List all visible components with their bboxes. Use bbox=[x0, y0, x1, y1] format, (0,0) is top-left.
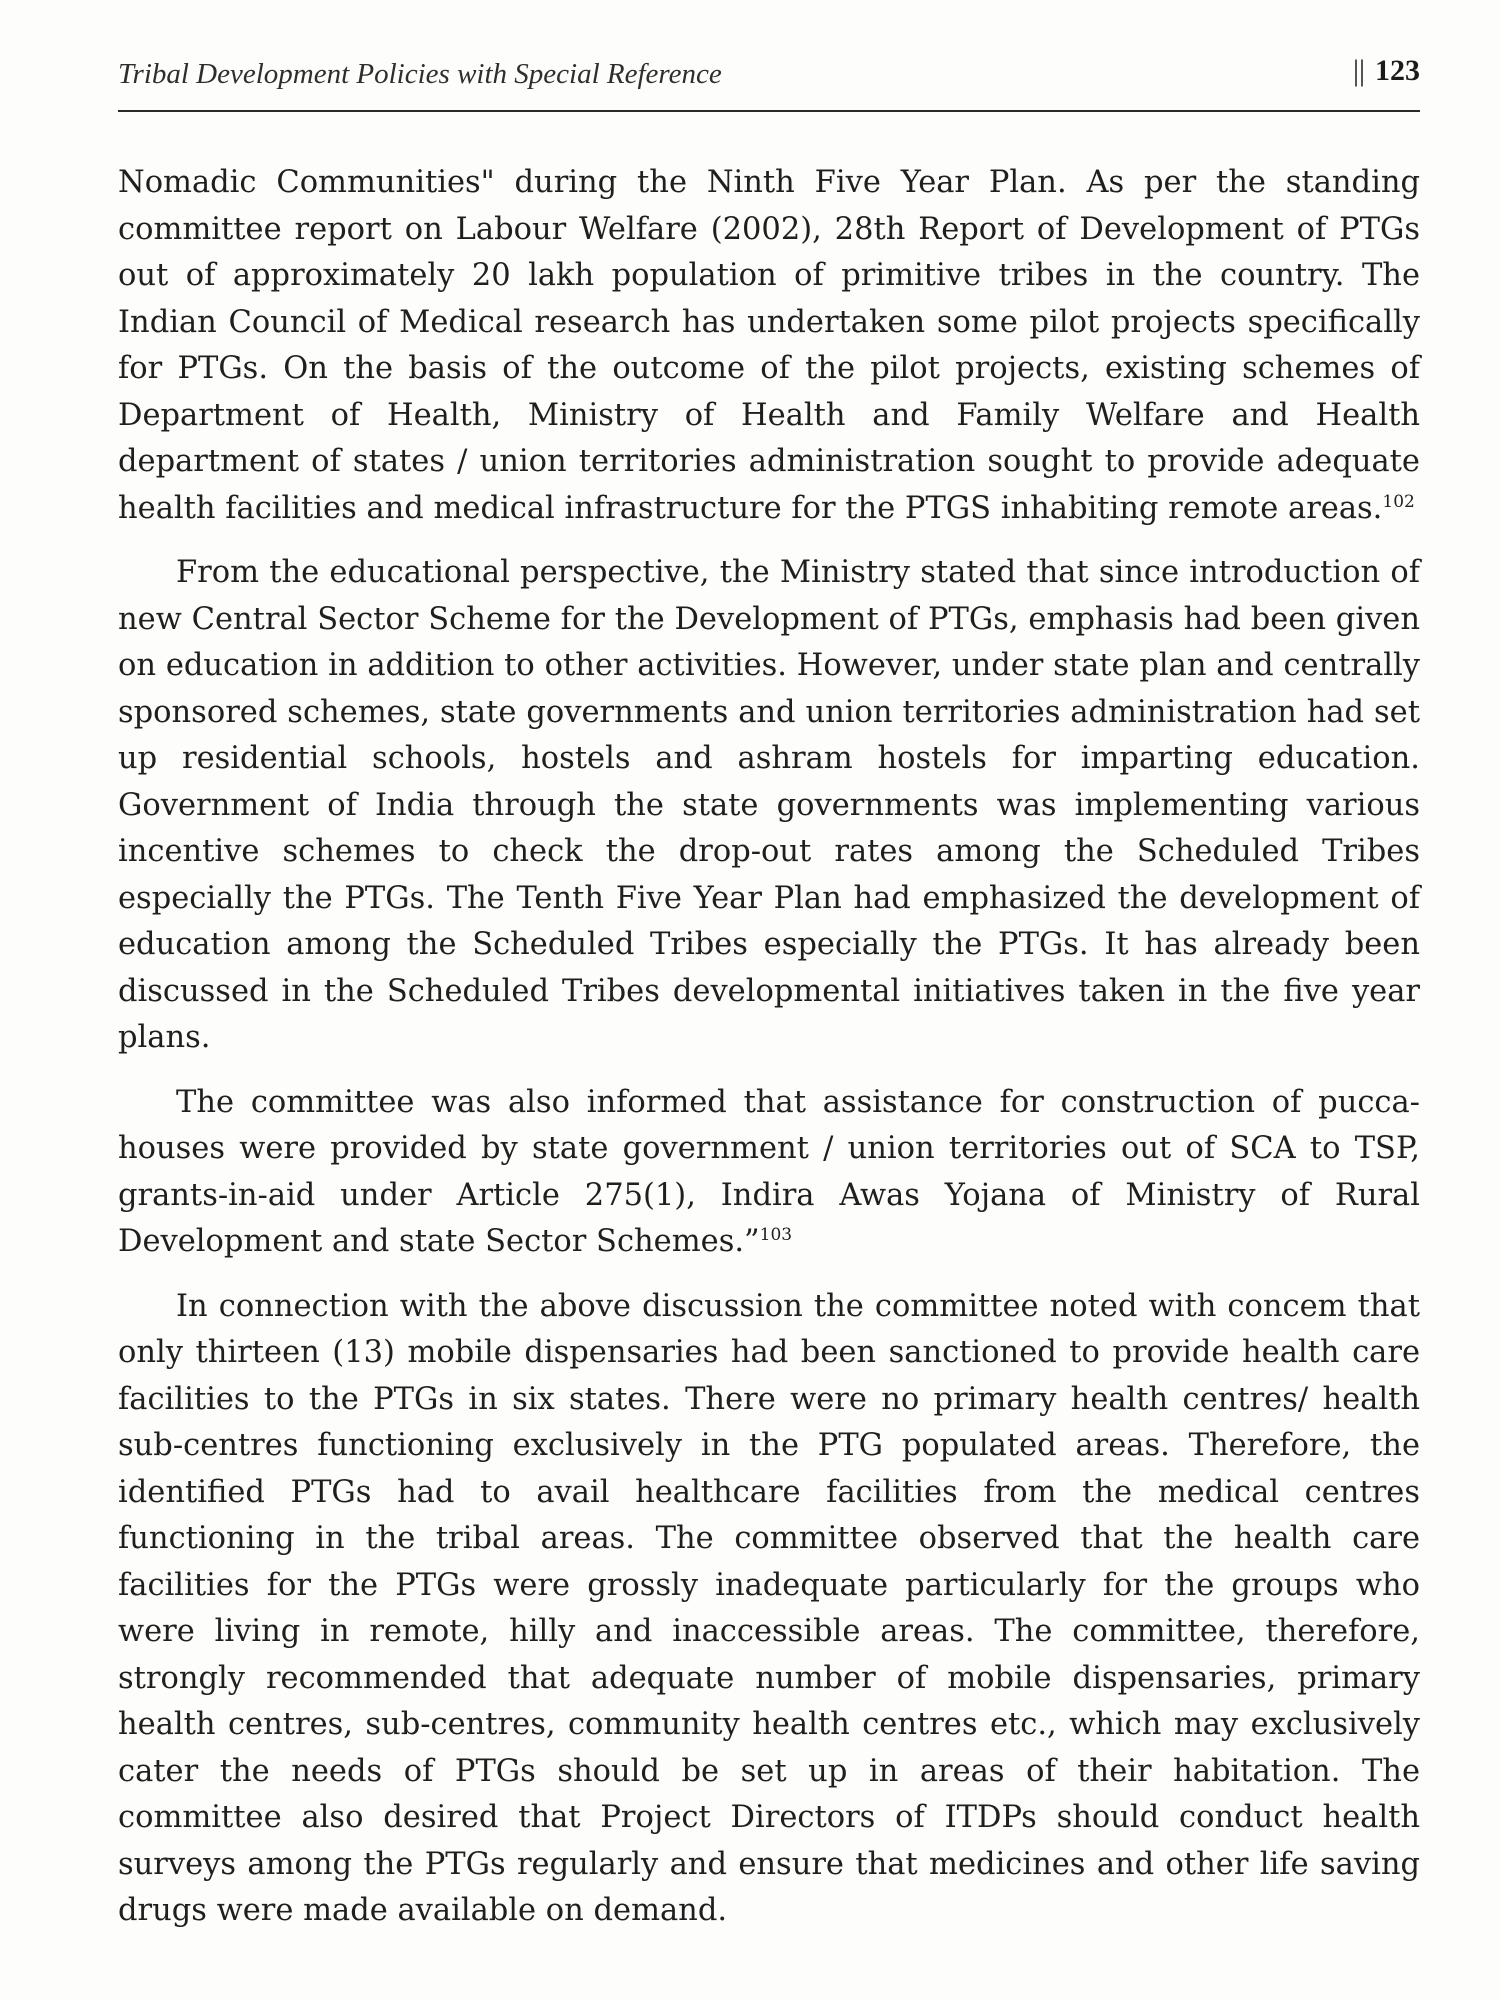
page-number: 123 bbox=[1375, 54, 1420, 87]
paragraph-text: The committee was also informed that assistance for construction of pucca-houses were provided by state government / union territories out of SCA to TSP, grants-in-aid under Article 275(1), Indira Awas Yojana of Ministry of Rural Development and state Sector Schemes.” bbox=[118, 1084, 1420, 1259]
paragraph-text: Nomadic Communities" during the Ninth Five Year Plan. As per the standing committee report on Labour Welfare (2002), 28th Report of Development of PTGs out of approximately 20 lakh population of primitive tribes in the country. The Indian Council of Medical research has undertaken some pilot projects specifically for PTGs. On the basis of the outcome of the pilot projects, existing schemes of Department of Health, Ministry of Health and Family Welfare and Health department of states / union territories administration sought to provide adequate health facilities and medical infrastructure for the PTGS inhabiting remote areas. bbox=[118, 165, 1420, 526]
paragraph-health bbox=[118, 1284, 1420, 1935]
page-header bbox=[118, 54, 1420, 112]
paragraph-text: From the educational perspective, the Ministry stated that since introduction of new Central Sector Scheme for the Development of PTGs, emphasis had been given on education in addition to other activities. However, under state plan and centrally sponsored schemes, state governments and union territories administration had set up residential schools, hostels and ashram hostels for imparting education. Government of India through the state governments was implementing various incentive schemes to check the drop-out rates among the Scheduled Tribes especially the PTGs. The Tenth Five Year Plan had emphasized the development of education among the Scheduled Tribes especially the PTGs. It has already been discussed in the Scheduled Tribes developmental initiatives taken in the five year plans. bbox=[118, 555, 1420, 1055]
footnote-ref-102: 102 bbox=[1382, 491, 1415, 512]
paragraph-education bbox=[118, 550, 1420, 1062]
paragraph-continued bbox=[118, 160, 1420, 532]
page-marker bbox=[1353, 54, 1420, 88]
page-separator: || bbox=[1352, 54, 1365, 87]
body-text bbox=[118, 160, 1420, 1953]
paragraph-housing bbox=[118, 1080, 1420, 1266]
paragraph-text: In connection with the above discussion the committee noted with concem that only thirteen (13) mobile dispensaries had been sanctioned to provide health care facilities to the PTGs in six states. There were no primary health centres/ health sub-centres functioning exclusively in the PTG populated areas. Therefore, the identified PTGs had to avail healthcare facilities from the medical centres functioning in the tribal areas. The committee observed that the health care facilities for the PTGs were grossly inadequate particularly for the groups who were living in remote, hilly and inaccessible areas. The committee, therefore, strongly recommended that adequate number of mobile dispensaries, primary health centres, sub-centres, community health centres etc., which may exclusively cater the needs of PTGs should be set up in areas of their habitation. The committee also desired that Project Directors of ITDPs should conduct health surveys among the PTGs regularly and ensure that medicines and other life saving drugs were made available on demand. bbox=[118, 1288, 1420, 1928]
running-title: Tribal Development Policies with Special Reference bbox=[118, 58, 722, 90]
footnote-ref-103: 103 bbox=[759, 1224, 793, 1245]
